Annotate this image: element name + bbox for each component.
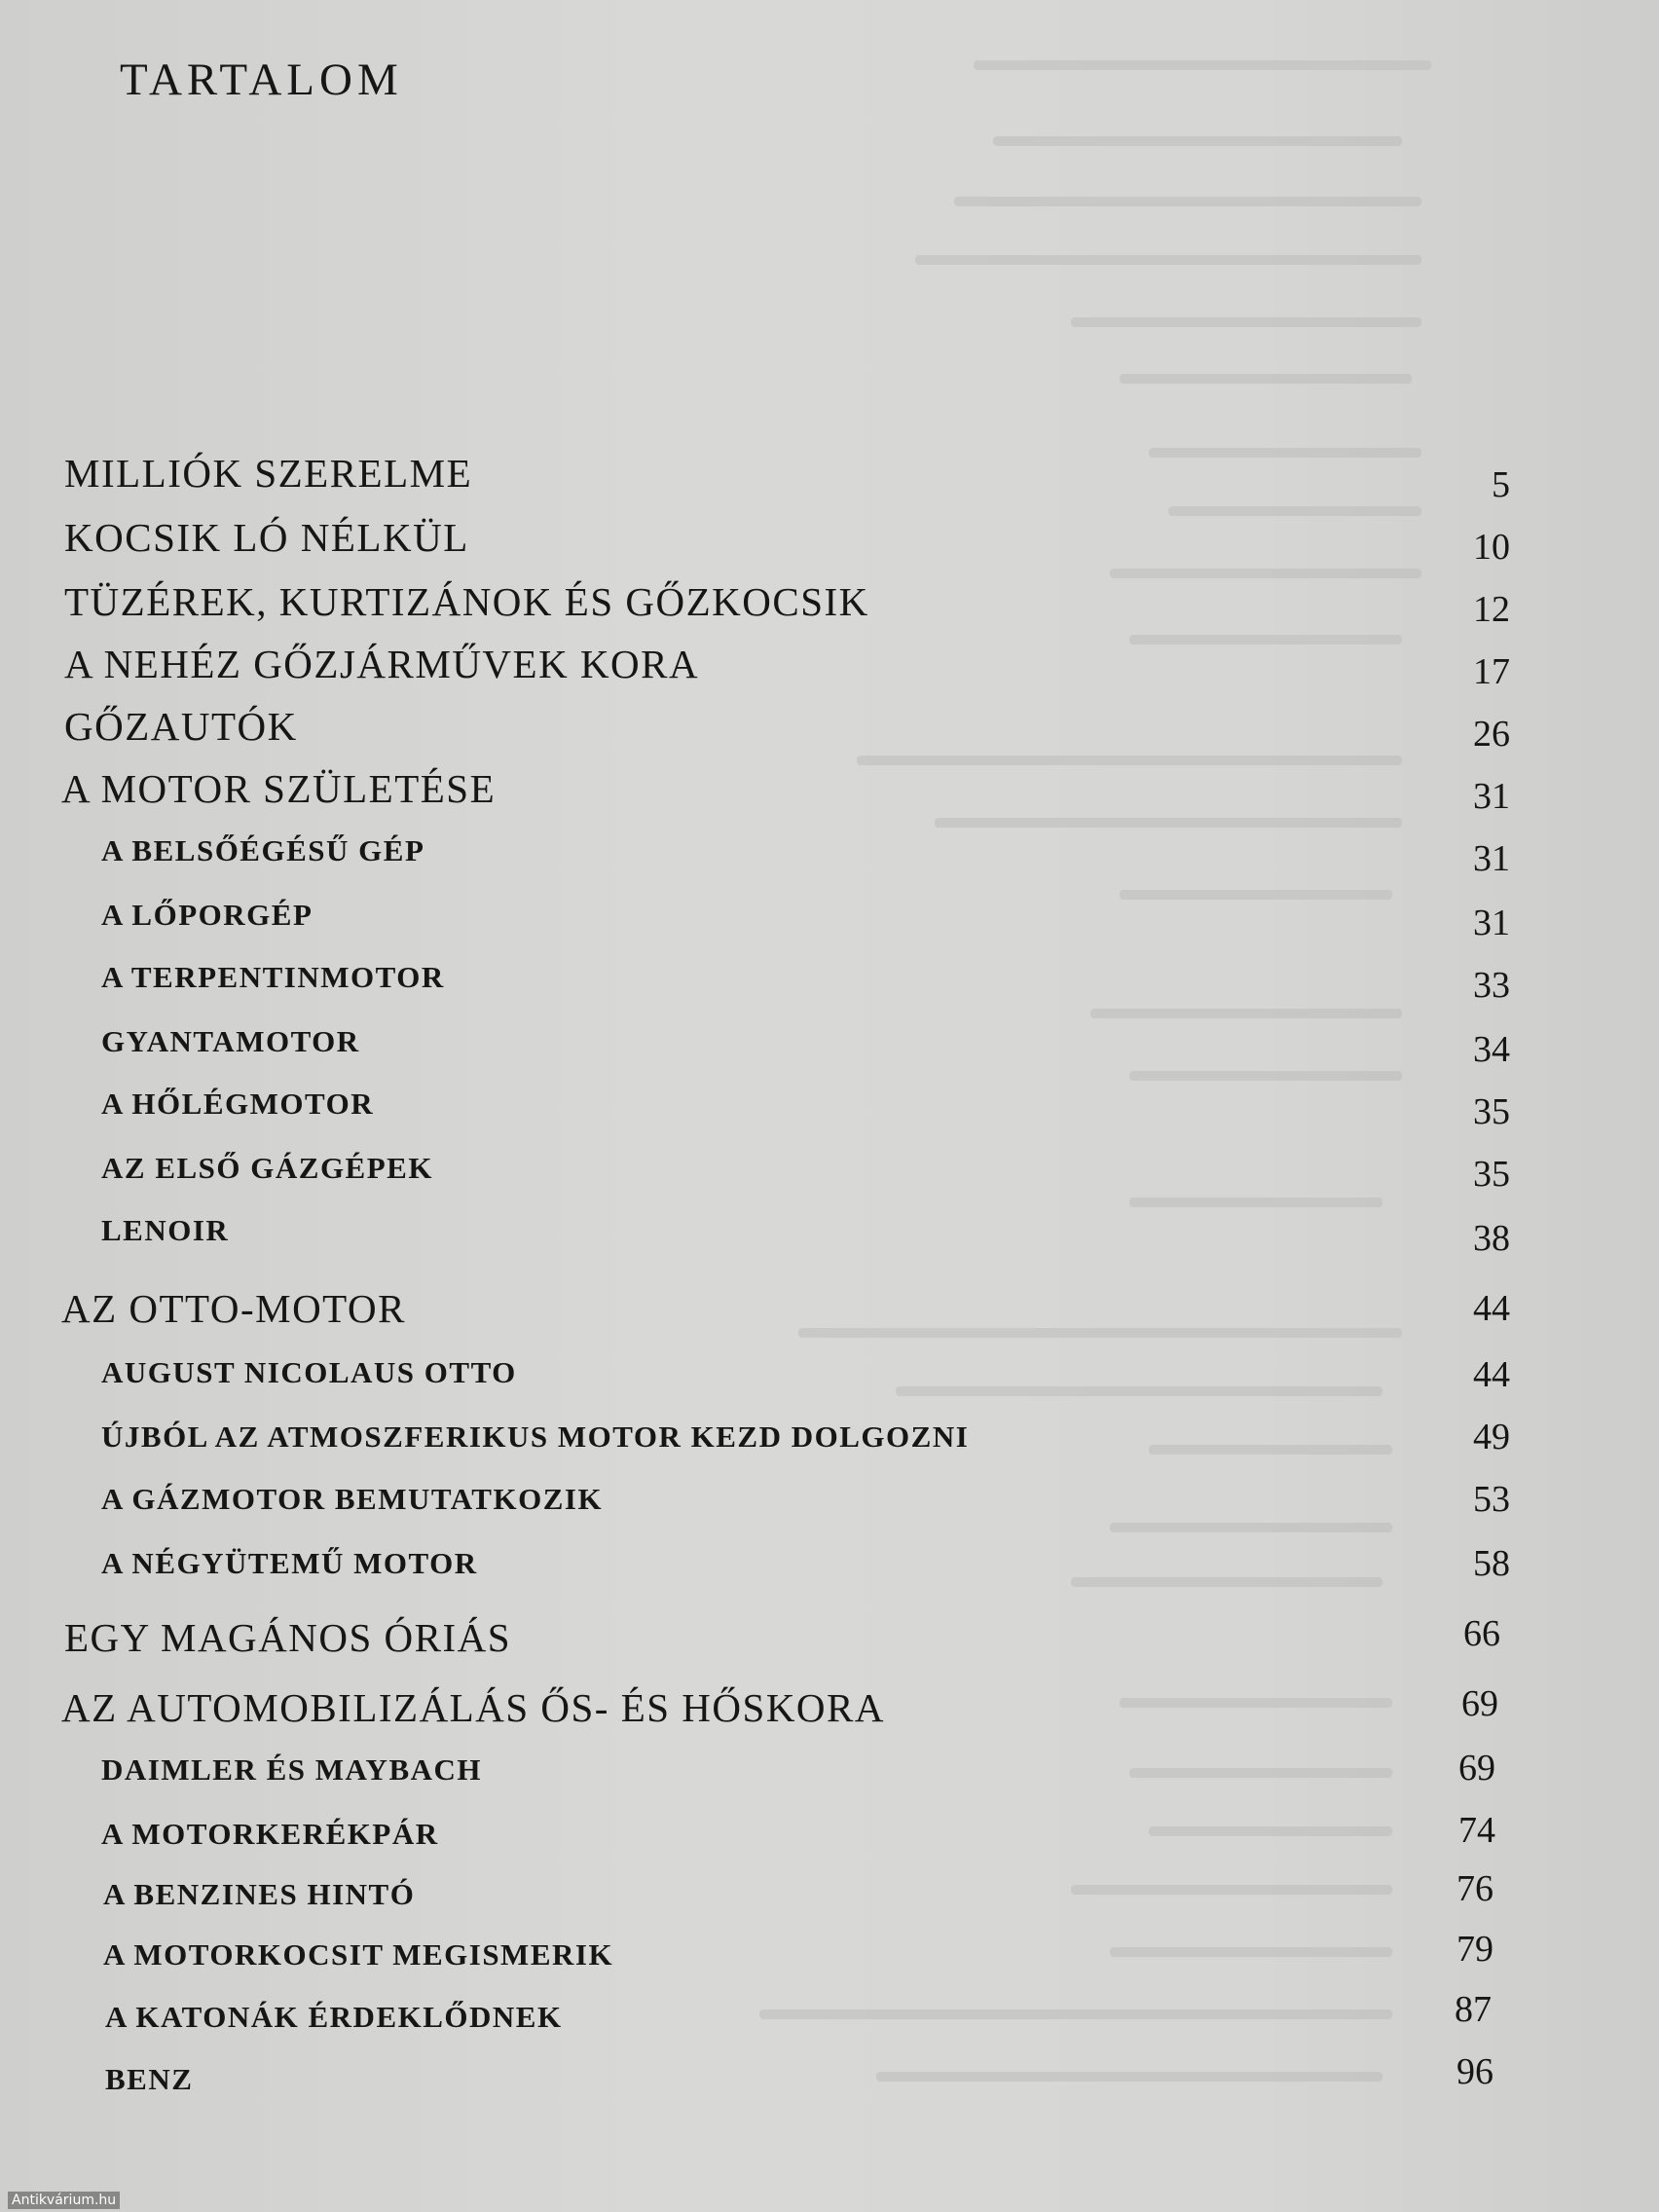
toc-entry-page: 69 <box>1458 1748 1495 1788</box>
toc-entry <box>0 446 1659 504</box>
toc-entry-title: AZ AUTOMOBILIZÁLÁS ŐS- ÉS HŐSKORA <box>61 1685 885 1730</box>
toc-entry-page: 53 <box>1473 1479 1510 1520</box>
toc-entry <box>0 1811 1659 1869</box>
toc-entry-title: A BENZINES HINTÓ <box>103 1877 416 1911</box>
toc-entry <box>0 1412 1659 1470</box>
toc-entry-page: 79 <box>1456 1929 1493 1970</box>
toc-entry-title: GŐZAUTÓK <box>64 704 298 749</box>
toc-entry <box>0 890 1659 948</box>
toc-entry <box>0 1749 1659 1807</box>
toc-entry-title: ÚJBÓL AZ ATMOSZFERIKUS MOTOR KEZD DOLGOZNI <box>101 1419 970 1454</box>
toc-entry-page: 12 <box>1473 589 1510 630</box>
toc-entry <box>0 2051 1659 2117</box>
toc-entry-title: A HŐLÉGMOTOR <box>101 1087 375 1121</box>
toc-entry-page: 44 <box>1473 1354 1510 1395</box>
toc-entry <box>0 1016 1659 1075</box>
toc-entry-page: 34 <box>1473 1029 1510 1070</box>
toc-entry-page: 58 <box>1473 1543 1510 1584</box>
toc-entry-title: A NEHÉZ GŐZJÁRMŰVEK KORA <box>64 642 700 686</box>
toc-entry-title: A MOTOR SZÜLETÉSE <box>61 766 497 811</box>
toc-entry-page: 38 <box>1473 1218 1510 1259</box>
toc-entry-title: EGY MAGÁNOS ÓRIÁS <box>64 1615 512 1660</box>
toc-entry-title: AZ OTTO-MOTOR <box>61 1286 406 1331</box>
toc-entry <box>0 1207 1659 1266</box>
toc-entry <box>0 1476 1659 1534</box>
toc-entry-page: 31 <box>1473 776 1510 817</box>
toc-entry-page: 69 <box>1461 1683 1498 1724</box>
toc-entry <box>0 954 1659 1013</box>
toc-entry-page: 5 <box>1492 464 1510 505</box>
toc-entry <box>0 1349 1659 1408</box>
toc-entry-title: A MOTORKOCSIT MEGISMERIK <box>103 1937 614 1972</box>
toc-entry <box>0 828 1659 886</box>
toc-entry <box>0 637 1659 695</box>
toc-entry-page: 26 <box>1473 714 1510 755</box>
watermark: Antikvárium.hu <box>8 2192 120 2209</box>
toc-entry-title: AZ ELSŐ GÁZGÉPEK <box>101 1151 433 1185</box>
toc-entry <box>0 510 1659 569</box>
toc-entry-page: 44 <box>1473 1288 1510 1329</box>
toc-entry-title: A TERPENTINMOTOR <box>101 960 445 994</box>
toc-entry <box>0 1538 1659 1597</box>
toc-entry-title: A LŐPORGÉP <box>101 898 313 932</box>
toc-entry-title: KOCSIK LÓ NÉLKÜL <box>64 515 469 560</box>
toc-entry-title: LENOIR <box>101 1213 230 1247</box>
toc-entry-title: GYANTAMOTOR <box>101 1024 360 1058</box>
toc-entry <box>0 1868 1659 1932</box>
toc-entry <box>0 1989 1659 2054</box>
toc-entry <box>0 574 1659 633</box>
toc-entry-title: AUGUST NICOLAUS OTTO <box>101 1355 517 1389</box>
toc-entry <box>0 1680 1659 1739</box>
toc-entry-title: MILLIÓK SZERELME <box>64 451 473 496</box>
toc-entry-title: TÜZÉREK, KURTIZÁNOK ÉS GŐZKOCSIK <box>64 579 869 624</box>
toc-entry <box>0 1143 1659 1201</box>
toc-entry <box>0 761 1659 820</box>
page-title: TARTALOM <box>120 55 403 105</box>
toc-entry-page: 31 <box>1473 903 1510 943</box>
toc-entry <box>0 699 1659 757</box>
toc-entry-page: 74 <box>1458 1810 1495 1851</box>
toc-entry-title: BENZ <box>105 2062 194 2096</box>
toc-entry-page: 31 <box>1473 838 1510 879</box>
toc-entry <box>0 1279 1659 1338</box>
toc-entry-page: 49 <box>1473 1417 1510 1457</box>
toc-entry-page: 17 <box>1473 651 1510 692</box>
toc-entry-title: A BELSŐÉGÉSŰ GÉP <box>101 833 425 867</box>
toc-entry-page: 35 <box>1473 1154 1510 1195</box>
toc-entry-title: A NÉGYÜTEMŰ MOTOR <box>101 1546 478 1580</box>
toc-entry-title: A KATONÁK ÉRDEKLŐDNEK <box>105 2000 563 2034</box>
toc-entry-title: A GÁZMOTOR BEMUTATKOZIK <box>101 1482 604 1516</box>
toc-entry-page: 87 <box>1455 1989 1492 2030</box>
toc-entry-page: 66 <box>1463 1613 1500 1654</box>
toc-entry-page: 35 <box>1473 1091 1510 1132</box>
toc-entry-page: 33 <box>1473 965 1510 1006</box>
toc-entry-title: A MOTORKERÉKPÁR <box>101 1817 439 1851</box>
toc-entry-page: 76 <box>1456 1868 1493 1909</box>
toc-entry-page: 10 <box>1473 527 1510 568</box>
toc-entry <box>0 1929 1659 1994</box>
toc-entry-title: DAIMLER ÉS MAYBACH <box>101 1752 483 1787</box>
toc-entry <box>0 1081 1659 1139</box>
toc-entry-page: 96 <box>1456 2051 1493 2092</box>
toc-entry <box>0 1610 1659 1669</box>
